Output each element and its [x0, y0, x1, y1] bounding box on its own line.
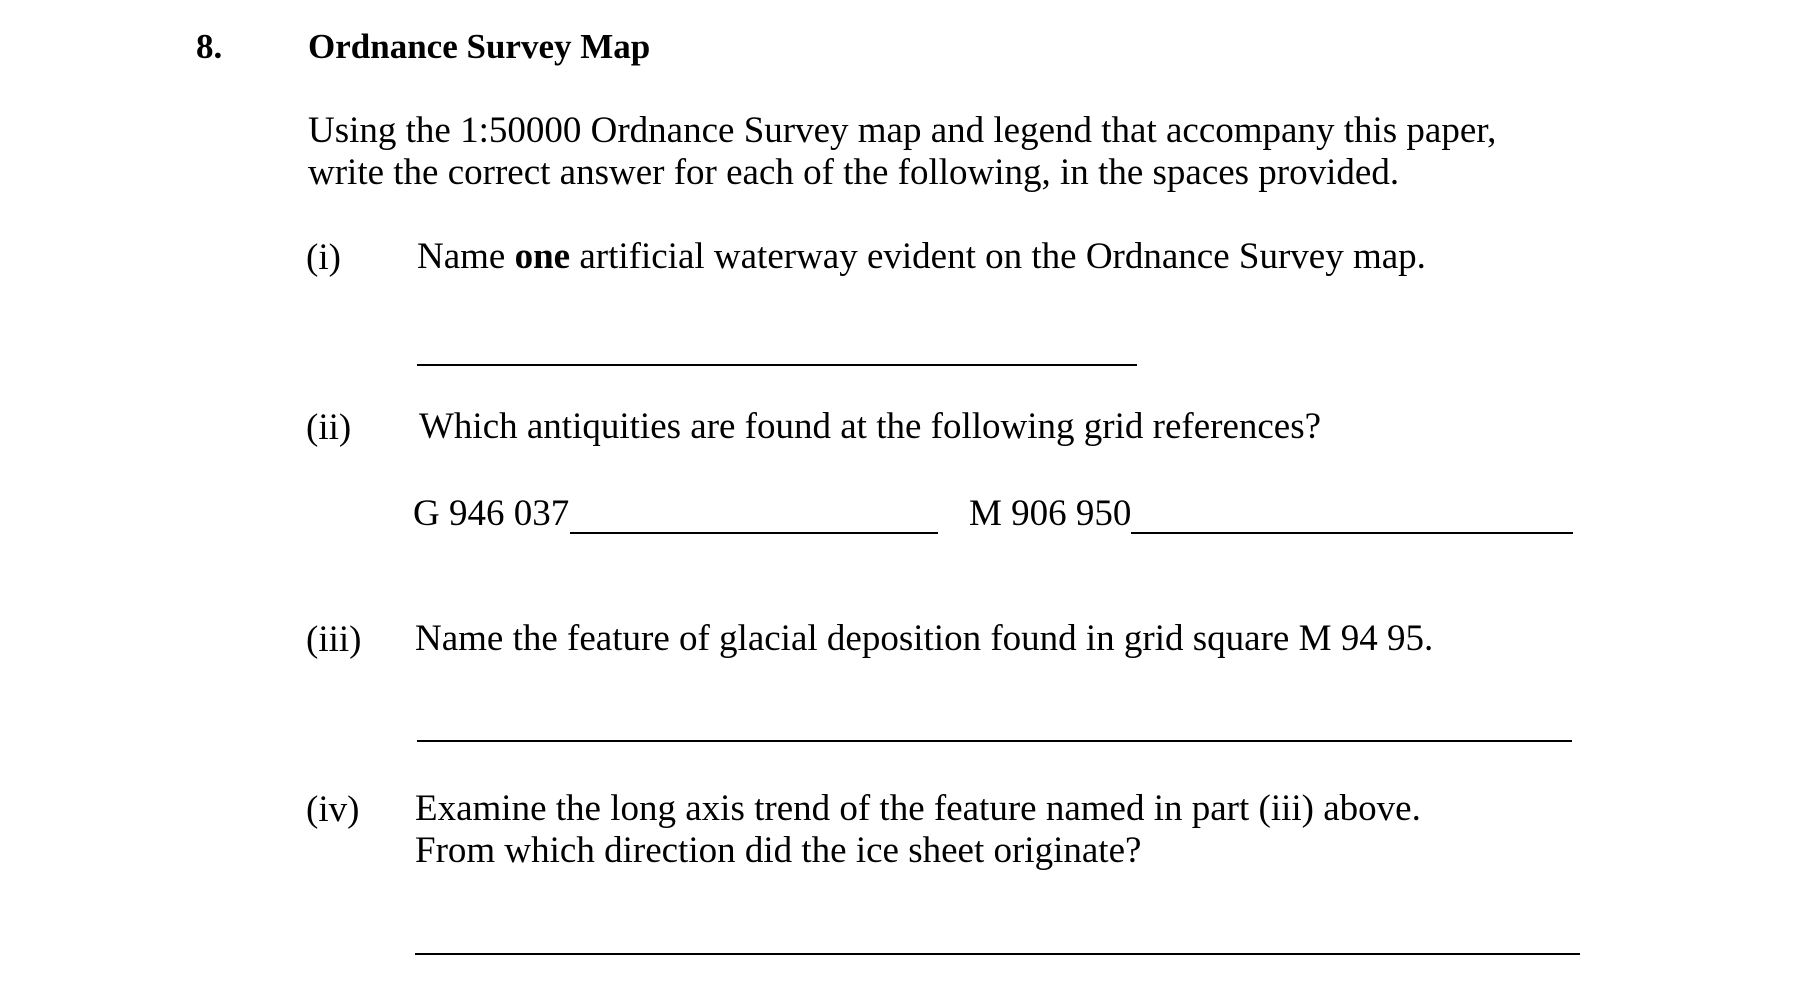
grid-reference-1-answer-line[interactable] [570, 532, 938, 534]
part-i-text-after: artificial waterway evident on the Ordnance Survey map. [570, 236, 1426, 277]
question-title: Ordnance Survey Map [308, 27, 651, 66]
part-iv-text-line-1: Examine the long axis trend of the feature named in part (iii) above. [415, 788, 1421, 829]
intro-line-1: Using the 1:50000 Ordnance Survey map and legend that accompany this paper, [308, 110, 1497, 151]
part-iii-text: Name the feature of glacial deposition found in grid square M 94 95. [415, 618, 1434, 659]
part-iv-label: (iv) [306, 789, 360, 830]
part-i-answer-line[interactable] [417, 364, 1137, 366]
part-i-text [417, 236, 1426, 278]
part-ii-text: Which antiquities are found at the following grid references? [419, 406, 1322, 447]
part-iv-text [415, 788, 1421, 872]
grid-reference-2: M 906 950 [969, 493, 1132, 534]
intro-line-2: write the correct answer for each of the following, in the spaces provided. [308, 152, 1400, 193]
question-intro [308, 110, 1496, 194]
grid-reference-2-answer-line[interactable] [1131, 532, 1573, 534]
part-iii-answer-line[interactable] [417, 740, 1572, 742]
grid-reference-1: G 946 037 [413, 493, 570, 534]
part-iv-answer-line[interactable] [415, 953, 1580, 955]
part-iv-text-line-2: From which direction did the ice sheet originate? [415, 830, 1142, 871]
part-i-text-before: Name [417, 236, 515, 277]
part-ii-label: (ii) [306, 407, 352, 448]
part-i-label: (i) [306, 237, 341, 278]
part-iii-label: (iii) [306, 619, 362, 660]
question-number: 8. [196, 27, 223, 66]
part-i-text-bold: one [514, 236, 571, 277]
